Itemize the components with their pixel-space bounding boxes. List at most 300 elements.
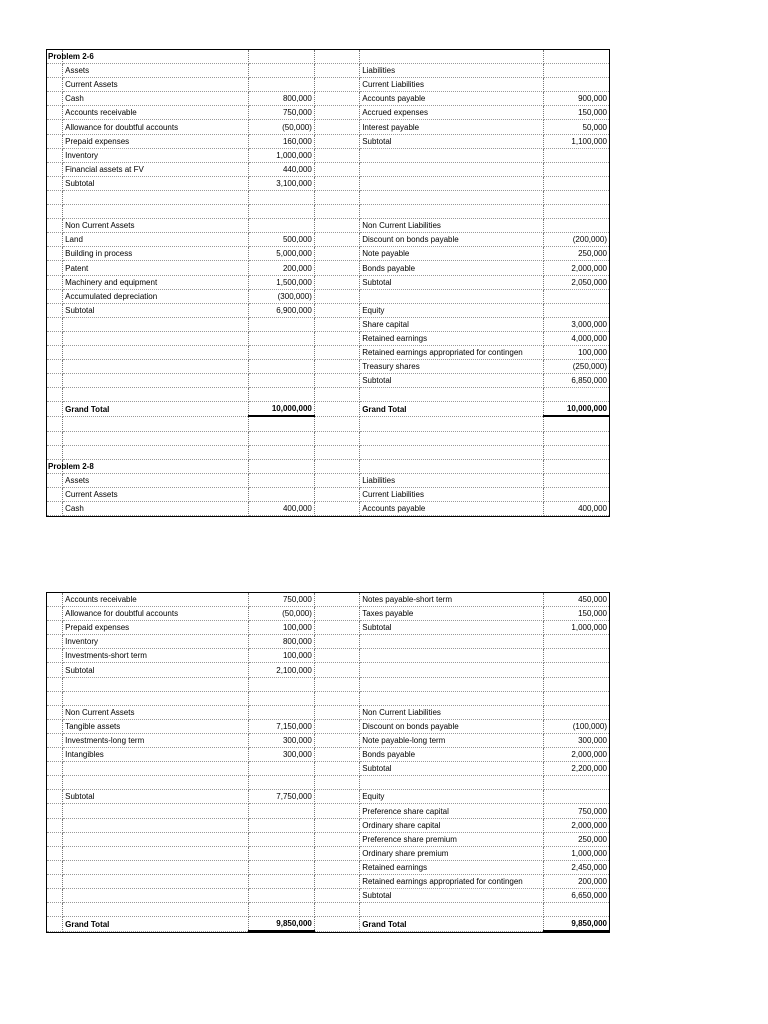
table-cell[interactable]: 2,000,000 bbox=[544, 818, 609, 832]
table-cell[interactable] bbox=[47, 261, 63, 275]
table-cell[interactable] bbox=[314, 388, 359, 402]
table-cell[interactable] bbox=[544, 303, 609, 317]
table-cell[interactable] bbox=[360, 903, 544, 917]
table-cell[interactable]: Liabilities bbox=[360, 473, 544, 487]
table-cell[interactable] bbox=[47, 487, 63, 501]
table-cell[interactable] bbox=[47, 162, 63, 176]
table-cell[interactable] bbox=[47, 402, 63, 417]
table-cell[interactable] bbox=[47, 719, 63, 733]
table-cell[interactable]: 7,150,000 bbox=[249, 719, 314, 733]
table-cell[interactable]: Interest payable bbox=[360, 120, 544, 134]
table-cell[interactable] bbox=[544, 473, 609, 487]
table-cell[interactable] bbox=[544, 691, 609, 705]
table-cell[interactable]: Share capital bbox=[360, 317, 544, 331]
table-cell[interactable]: 250,000 bbox=[544, 832, 609, 846]
table-cell[interactable] bbox=[314, 846, 359, 860]
table-cell[interactable]: Subtotal bbox=[360, 134, 544, 148]
table-cell[interactable] bbox=[47, 649, 63, 663]
table-cell[interactable]: (50,000) bbox=[249, 607, 314, 621]
table-cell[interactable] bbox=[314, 431, 359, 445]
table-cell[interactable]: Retained earnings bbox=[360, 331, 544, 345]
table-cell[interactable]: Allowance for doubtful accounts bbox=[63, 120, 249, 134]
table-cell[interactable]: Grand Total bbox=[360, 402, 544, 417]
table-cell[interactable]: 2,000,000 bbox=[544, 748, 609, 762]
table-cell[interactable] bbox=[314, 92, 359, 106]
table-cell[interactable] bbox=[47, 345, 63, 359]
table-cell[interactable] bbox=[249, 846, 314, 860]
table-cell[interactable] bbox=[63, 860, 249, 874]
table-cell[interactable] bbox=[314, 402, 359, 417]
table-cell[interactable]: Assets bbox=[63, 64, 249, 78]
table-cell[interactable]: Ordinary share premium bbox=[360, 846, 544, 860]
table-cell[interactable] bbox=[249, 762, 314, 776]
table-cell[interactable] bbox=[544, 190, 609, 204]
table-cell[interactable] bbox=[544, 78, 609, 92]
table-cell[interactable]: Allowance for doubtful accounts bbox=[63, 607, 249, 621]
table-cell[interactable]: 400,000 bbox=[249, 502, 314, 516]
table-cell[interactable]: 10,000,000 bbox=[249, 402, 314, 417]
table-cell[interactable]: Subtotal bbox=[360, 762, 544, 776]
table-cell[interactable]: Grand Total bbox=[63, 402, 249, 417]
table-cell[interactable]: Treasury shares bbox=[360, 360, 544, 374]
table-cell[interactable] bbox=[47, 134, 63, 148]
table-cell[interactable] bbox=[63, 888, 249, 902]
table-cell[interactable]: Bonds payable bbox=[360, 261, 544, 275]
table-cell[interactable] bbox=[314, 374, 359, 388]
table-cell[interactable] bbox=[63, 818, 249, 832]
table-cell[interactable]: Discount on bonds payable bbox=[360, 233, 544, 247]
table-cell[interactable]: Subtotal bbox=[63, 663, 249, 677]
table-cell[interactable]: (50,000) bbox=[249, 120, 314, 134]
table-cell[interactable] bbox=[314, 487, 359, 501]
table-cell[interactable]: Retained earnings bbox=[360, 860, 544, 874]
table-cell[interactable] bbox=[47, 790, 63, 804]
table-cell[interactable] bbox=[544, 176, 609, 190]
table-cell[interactable] bbox=[314, 445, 359, 459]
table-cell[interactable] bbox=[47, 762, 63, 776]
table-cell[interactable]: Liabilities bbox=[360, 64, 544, 78]
table-cell[interactable] bbox=[249, 903, 314, 917]
table-cell[interactable] bbox=[249, 64, 314, 78]
table-cell[interactable] bbox=[544, 705, 609, 719]
table-cell[interactable]: 1,100,000 bbox=[544, 134, 609, 148]
table-cell[interactable]: Equity bbox=[360, 303, 544, 317]
table-cell[interactable] bbox=[544, 790, 609, 804]
table-cell[interactable]: 6,850,000 bbox=[544, 374, 609, 388]
table-cell[interactable]: Prepaid expenses bbox=[63, 621, 249, 635]
table-cell[interactable] bbox=[360, 691, 544, 705]
table-cell[interactable] bbox=[314, 233, 359, 247]
table-cell[interactable] bbox=[249, 888, 314, 902]
table-cell[interactable]: Accounts receivable bbox=[63, 106, 249, 120]
table-cell[interactable] bbox=[544, 148, 609, 162]
table-cell[interactable]: 250,000 bbox=[544, 247, 609, 261]
table-cell[interactable]: Subtotal bbox=[63, 176, 249, 190]
table-cell[interactable]: 7,750,000 bbox=[249, 790, 314, 804]
table-cell[interactable] bbox=[314, 748, 359, 762]
table-cell[interactable] bbox=[314, 874, 359, 888]
table-cell[interactable] bbox=[47, 635, 63, 649]
table-cell[interactable] bbox=[249, 190, 314, 204]
table-cell[interactable] bbox=[544, 64, 609, 78]
table-cell[interactable] bbox=[314, 148, 359, 162]
table-cell[interactable]: Retained earnings appropriated for contingen bbox=[360, 874, 544, 888]
table-cell[interactable] bbox=[314, 219, 359, 233]
table-cell[interactable] bbox=[47, 776, 63, 790]
table-cell[interactable]: Equity bbox=[360, 790, 544, 804]
table-cell[interactable] bbox=[47, 593, 63, 607]
table-cell[interactable] bbox=[47, 888, 63, 902]
table-cell[interactable]: Patent bbox=[63, 261, 249, 275]
table-cell[interactable] bbox=[360, 431, 544, 445]
table-cell[interactable]: Preference share premium bbox=[360, 832, 544, 846]
table-cell[interactable] bbox=[63, 677, 249, 691]
table-cell[interactable]: Assets bbox=[63, 473, 249, 487]
table-cell[interactable]: 500,000 bbox=[249, 233, 314, 247]
table-cell[interactable] bbox=[314, 818, 359, 832]
table-cell[interactable] bbox=[249, 205, 314, 219]
table-cell[interactable]: 300,000 bbox=[544, 733, 609, 747]
table-cell[interactable] bbox=[249, 473, 314, 487]
table-cell[interactable] bbox=[314, 621, 359, 635]
table-cell[interactable] bbox=[47, 64, 63, 78]
table-cell[interactable]: 3,100,000 bbox=[249, 176, 314, 190]
table-cell[interactable]: Inventory bbox=[63, 635, 249, 649]
table-cell[interactable]: 2,050,000 bbox=[544, 275, 609, 289]
table-cell[interactable]: Note payable-long term bbox=[360, 733, 544, 747]
table-cell[interactable]: 400,000 bbox=[544, 502, 609, 516]
table-cell[interactable] bbox=[63, 345, 249, 359]
table-cell[interactable]: Current Assets bbox=[63, 487, 249, 501]
table-cell[interactable] bbox=[314, 247, 359, 261]
table-cell[interactable] bbox=[314, 593, 359, 607]
table-cell[interactable] bbox=[249, 804, 314, 818]
table-cell[interactable] bbox=[314, 360, 359, 374]
table-cell[interactable]: 750,000 bbox=[249, 106, 314, 120]
table-cell[interactable]: Investments-long term bbox=[63, 733, 249, 747]
table-cell[interactable]: 50,000 bbox=[544, 120, 609, 134]
table-cell[interactable] bbox=[314, 705, 359, 719]
table-cell[interactable] bbox=[544, 663, 609, 677]
table-cell[interactable] bbox=[63, 832, 249, 846]
table-cell[interactable] bbox=[360, 50, 544, 64]
table-cell[interactable] bbox=[249, 388, 314, 402]
table-cell[interactable]: Cash bbox=[63, 502, 249, 516]
table-cell[interactable]: Note payable bbox=[360, 247, 544, 261]
table-cell[interactable]: 200,000 bbox=[544, 874, 609, 888]
table-cell[interactable]: 1,000,000 bbox=[544, 621, 609, 635]
table-cell[interactable] bbox=[47, 331, 63, 345]
table-cell[interactable] bbox=[249, 317, 314, 331]
table-cell[interactable]: 150,000 bbox=[544, 106, 609, 120]
table-cell[interactable]: 450,000 bbox=[544, 593, 609, 607]
table-cell[interactable]: 800,000 bbox=[249, 635, 314, 649]
table-cell[interactable]: 1,000,000 bbox=[249, 148, 314, 162]
table-cell[interactable] bbox=[47, 205, 63, 219]
table-cell[interactable] bbox=[544, 50, 609, 64]
table-cell[interactable]: (200,000) bbox=[544, 233, 609, 247]
table-cell[interactable] bbox=[314, 917, 359, 932]
table-cell[interactable]: Problem 2-8 bbox=[47, 459, 63, 473]
table-cell[interactable] bbox=[63, 846, 249, 860]
table-cell[interactable] bbox=[360, 162, 544, 176]
table-cell[interactable]: Subtotal bbox=[360, 374, 544, 388]
table-cell[interactable]: Current Assets bbox=[63, 78, 249, 92]
table-cell[interactable] bbox=[47, 289, 63, 303]
table-cell[interactable]: 3,000,000 bbox=[544, 317, 609, 331]
table-cell[interactable]: Building in process bbox=[63, 247, 249, 261]
table-cell[interactable] bbox=[249, 487, 314, 501]
table-cell[interactable]: 300,000 bbox=[249, 733, 314, 747]
table-cell[interactable]: 5,000,000 bbox=[249, 247, 314, 261]
table-cell[interactable] bbox=[360, 776, 544, 790]
table-cell[interactable] bbox=[249, 459, 314, 473]
table-cell[interactable] bbox=[314, 832, 359, 846]
table-cell[interactable] bbox=[360, 635, 544, 649]
table-cell[interactable]: 1,000,000 bbox=[544, 846, 609, 860]
table-cell[interactable] bbox=[360, 289, 544, 303]
table-cell[interactable] bbox=[544, 388, 609, 402]
table-cell[interactable] bbox=[63, 804, 249, 818]
table-cell[interactable]: 160,000 bbox=[249, 134, 314, 148]
table-cell[interactable]: Grand Total bbox=[63, 917, 249, 932]
table-cell[interactable] bbox=[47, 860, 63, 874]
table-cell[interactable] bbox=[314, 289, 359, 303]
table-cell[interactable] bbox=[360, 459, 544, 473]
table-cell[interactable]: 100,000 bbox=[249, 649, 314, 663]
table-cell[interactable]: (300,000) bbox=[249, 289, 314, 303]
table-cell[interactable] bbox=[360, 190, 544, 204]
table-cell[interactable] bbox=[249, 691, 314, 705]
table-cell[interactable] bbox=[314, 261, 359, 275]
table-cell[interactable]: 1,500,000 bbox=[249, 275, 314, 289]
table-cell[interactable]: 100,000 bbox=[249, 621, 314, 635]
table-cell[interactable]: Bonds payable bbox=[360, 748, 544, 762]
table-cell[interactable]: 900,000 bbox=[544, 92, 609, 106]
table-cell[interactable] bbox=[314, 317, 359, 331]
table-cell[interactable] bbox=[249, 50, 314, 64]
table-cell[interactable] bbox=[314, 635, 359, 649]
table-cell[interactable] bbox=[544, 677, 609, 691]
table-cell[interactable] bbox=[360, 663, 544, 677]
table-cell[interactable] bbox=[249, 331, 314, 345]
table-cell[interactable]: Accrued expenses bbox=[360, 106, 544, 120]
table-cell[interactable] bbox=[249, 832, 314, 846]
table-cell[interactable] bbox=[314, 134, 359, 148]
table-cell[interactable] bbox=[63, 190, 249, 204]
table-cell[interactable] bbox=[544, 431, 609, 445]
table-cell[interactable]: 750,000 bbox=[249, 593, 314, 607]
table-cell[interactable] bbox=[47, 804, 63, 818]
table-cell[interactable]: (100,000) bbox=[544, 719, 609, 733]
table-cell[interactable]: Non Current Assets bbox=[63, 219, 249, 233]
table-cell[interactable] bbox=[63, 903, 249, 917]
table-cell[interactable]: 200,000 bbox=[249, 261, 314, 275]
table-cell[interactable]: Preference share capital bbox=[360, 804, 544, 818]
table-cell[interactable]: Accounts receivable bbox=[63, 593, 249, 607]
table-cell[interactable]: 150,000 bbox=[544, 607, 609, 621]
table-cell[interactable]: Subtotal bbox=[63, 303, 249, 317]
table-cell[interactable] bbox=[314, 78, 359, 92]
table-cell[interactable] bbox=[249, 360, 314, 374]
table-cell[interactable] bbox=[47, 621, 63, 635]
table-cell[interactable] bbox=[47, 360, 63, 374]
table-cell[interactable]: Land bbox=[63, 233, 249, 247]
table-cell[interactable]: Taxes payable bbox=[360, 607, 544, 621]
table-cell[interactable]: 2,450,000 bbox=[544, 860, 609, 874]
table-cell[interactable]: Subtotal bbox=[360, 275, 544, 289]
table-cell[interactable] bbox=[249, 431, 314, 445]
table-cell[interactable] bbox=[63, 360, 249, 374]
table-cell[interactable] bbox=[47, 120, 63, 134]
table-cell[interactable] bbox=[314, 473, 359, 487]
table-cell[interactable] bbox=[314, 663, 359, 677]
table-cell[interactable] bbox=[314, 50, 359, 64]
table-cell[interactable] bbox=[360, 176, 544, 190]
table-cell[interactable] bbox=[47, 818, 63, 832]
table-cell[interactable] bbox=[360, 677, 544, 691]
table-cell[interactable]: Investments-short term bbox=[63, 649, 249, 663]
table-cell[interactable] bbox=[63, 691, 249, 705]
table-cell[interactable]: 750,000 bbox=[544, 804, 609, 818]
table-cell[interactable] bbox=[63, 416, 249, 431]
table-cell[interactable]: Tangible assets bbox=[63, 719, 249, 733]
table-cell[interactable]: Non Current Liabilities bbox=[360, 219, 544, 233]
table-cell[interactable] bbox=[63, 331, 249, 345]
table-cell[interactable] bbox=[47, 691, 63, 705]
table-cell[interactable] bbox=[314, 162, 359, 176]
table-cell[interactable] bbox=[47, 917, 63, 932]
table-cell[interactable]: 2,000,000 bbox=[544, 261, 609, 275]
table-cell[interactable] bbox=[360, 388, 544, 402]
table-cell[interactable]: Current Liabilities bbox=[360, 487, 544, 501]
table-cell[interactable]: Intangibles bbox=[63, 748, 249, 762]
table-cell[interactable] bbox=[544, 776, 609, 790]
table-cell[interactable] bbox=[314, 64, 359, 78]
table-cell[interactable]: Problem 2-6 bbox=[47, 50, 63, 64]
table-cell[interactable] bbox=[47, 148, 63, 162]
table-cell[interactable] bbox=[47, 663, 63, 677]
table-cell[interactable] bbox=[314, 691, 359, 705]
table-cell[interactable] bbox=[544, 289, 609, 303]
table-cell[interactable] bbox=[47, 247, 63, 261]
table-cell[interactable] bbox=[314, 719, 359, 733]
table-cell[interactable] bbox=[544, 219, 609, 233]
table-cell[interactable] bbox=[314, 275, 359, 289]
table-cell[interactable] bbox=[249, 78, 314, 92]
table-cell[interactable] bbox=[47, 607, 63, 621]
table-cell[interactable] bbox=[47, 874, 63, 888]
table-cell[interactable] bbox=[47, 473, 63, 487]
table-cell[interactable] bbox=[249, 219, 314, 233]
table-cell[interactable] bbox=[249, 445, 314, 459]
table-cell[interactable] bbox=[47, 832, 63, 846]
table-cell[interactable] bbox=[47, 748, 63, 762]
table-cell[interactable]: 440,000 bbox=[249, 162, 314, 176]
table-cell[interactable] bbox=[47, 317, 63, 331]
table-cell[interactable]: (250,000) bbox=[544, 360, 609, 374]
table-cell[interactable]: 9,850,000 bbox=[249, 917, 314, 932]
table-cell[interactable] bbox=[249, 705, 314, 719]
table-cell[interactable]: Discount on bonds payable bbox=[360, 719, 544, 733]
table-cell[interactable] bbox=[249, 874, 314, 888]
table-cell[interactable] bbox=[47, 219, 63, 233]
table-cell[interactable] bbox=[47, 275, 63, 289]
table-cell[interactable] bbox=[314, 733, 359, 747]
table-cell[interactable]: 800,000 bbox=[249, 92, 314, 106]
table-cell[interactable]: Current Liabilities bbox=[360, 78, 544, 92]
table-cell[interactable] bbox=[314, 790, 359, 804]
table-cell[interactable] bbox=[63, 445, 249, 459]
table-cell[interactable]: Accounts payable bbox=[360, 92, 544, 106]
table-cell[interactable] bbox=[63, 374, 249, 388]
table-cell[interactable]: 2,100,000 bbox=[249, 663, 314, 677]
table-cell[interactable] bbox=[47, 502, 63, 516]
table-cell[interactable] bbox=[47, 903, 63, 917]
table-cell[interactable] bbox=[63, 762, 249, 776]
table-cell[interactable]: Accumulated depreciation bbox=[63, 289, 249, 303]
table-cell[interactable] bbox=[314, 776, 359, 790]
table-cell[interactable] bbox=[314, 106, 359, 120]
table-cell[interactable] bbox=[544, 649, 609, 663]
table-cell[interactable] bbox=[63, 205, 249, 219]
table-cell[interactable] bbox=[360, 649, 544, 663]
table-cell[interactable] bbox=[249, 860, 314, 874]
table-cell[interactable] bbox=[544, 487, 609, 501]
table-cell[interactable]: Non Current Assets bbox=[63, 705, 249, 719]
table-cell[interactable]: Prepaid expenses bbox=[63, 134, 249, 148]
table-cell[interactable] bbox=[314, 762, 359, 776]
table-cell[interactable] bbox=[63, 431, 249, 445]
table-cell[interactable] bbox=[249, 677, 314, 691]
table-cell[interactable] bbox=[544, 445, 609, 459]
table-cell[interactable] bbox=[47, 733, 63, 747]
table-cell[interactable] bbox=[314, 607, 359, 621]
table-cell[interactable] bbox=[47, 92, 63, 106]
table-cell[interactable] bbox=[544, 459, 609, 473]
table-cell[interactable] bbox=[314, 459, 359, 473]
table-cell[interactable]: Ordinary share capital bbox=[360, 818, 544, 832]
table-cell[interactable]: 300,000 bbox=[249, 748, 314, 762]
table-cell[interactable] bbox=[249, 776, 314, 790]
table-cell[interactable] bbox=[360, 205, 544, 219]
table-cell[interactable] bbox=[314, 649, 359, 663]
table-cell[interactable] bbox=[360, 148, 544, 162]
table-cell[interactable] bbox=[544, 903, 609, 917]
table-cell[interactable]: Financial assets at FV bbox=[63, 162, 249, 176]
table-cell[interactable] bbox=[47, 388, 63, 402]
table-cell[interactable]: Accounts payable bbox=[360, 502, 544, 516]
table-cell[interactable] bbox=[314, 416, 359, 431]
table-cell[interactable] bbox=[314, 888, 359, 902]
table-cell[interactable] bbox=[47, 303, 63, 317]
table-cell[interactable] bbox=[47, 176, 63, 190]
table-cell[interactable]: Subtotal bbox=[360, 621, 544, 635]
table-cell[interactable] bbox=[544, 205, 609, 219]
table-cell[interactable] bbox=[314, 120, 359, 134]
table-cell[interactable]: 100,000 bbox=[544, 345, 609, 359]
table-cell[interactable] bbox=[47, 374, 63, 388]
table-cell[interactable] bbox=[249, 818, 314, 832]
table-cell[interactable] bbox=[314, 303, 359, 317]
table-cell[interactable]: 6,650,000 bbox=[544, 888, 609, 902]
table-cell[interactable] bbox=[314, 860, 359, 874]
table-cell[interactable] bbox=[314, 345, 359, 359]
table-cell[interactable] bbox=[314, 190, 359, 204]
table-cell[interactable] bbox=[544, 416, 609, 431]
table-cell[interactable]: Grand Total bbox=[360, 917, 544, 932]
table-cell[interactable] bbox=[47, 431, 63, 445]
